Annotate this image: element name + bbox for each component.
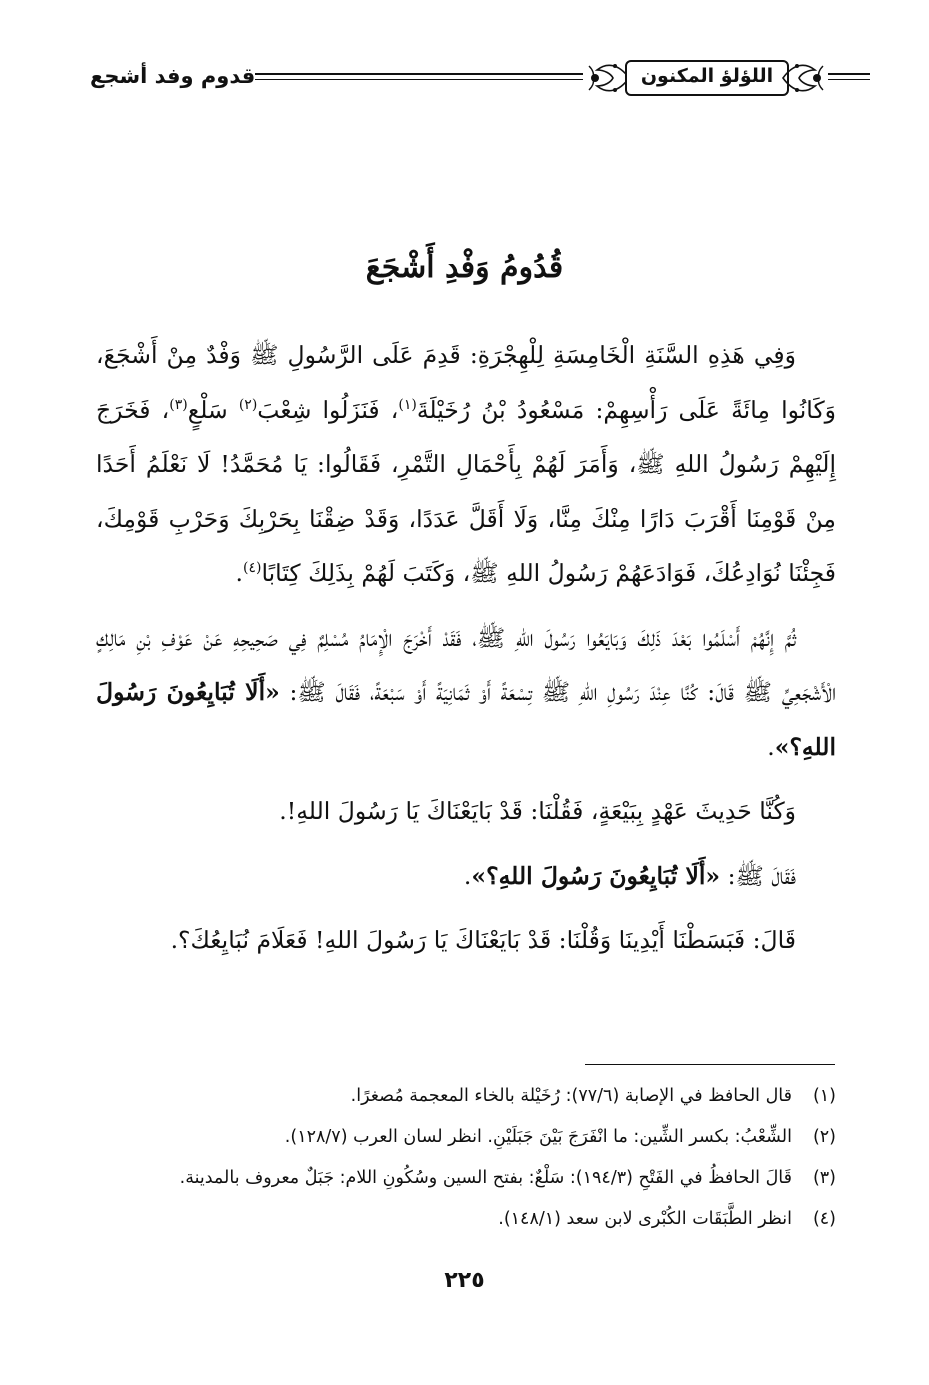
header-chapter-title: قدوم وفد أشجع [90, 64, 256, 88]
footnote-ref-1: (١) [398, 396, 417, 413]
paragraph-2-tail: . [767, 732, 775, 761]
footnote-number: (١) [812, 1086, 836, 1106]
footnote-number: (٢) [812, 1127, 836, 1147]
paragraph-1-text: وَفِي هَذِهِ السَّنَةِ الْخَامِسَةِ لِلْهِجْرَةِ: قَدِمَ عَلَى الرَّسُولِ ﷺ وَفْدٌ مِنْ أَشْجَعَ، وَكَانُوا مِائَةً عَلَى رَأْسِهِمْ: مَسْعُودُ بْنُ رُخَيْلَةَ [96, 341, 836, 424]
paragraph-4-text: فَقَالَ ﷺ: [727, 861, 796, 890]
footnote-text: الشِّعْبُ: بكسر الشِّين: ما انْفَرَجَ بَيْنَ جَبَلَيْنِ. انظر لسان العرب (١٢٨/٧). [284, 1127, 792, 1147]
footnote-number: (٤) [812, 1209, 836, 1229]
footnote-separator [585, 1064, 835, 1065]
footnote-1 [96, 1076, 836, 1117]
body-text [96, 328, 836, 968]
paragraph-1 [96, 328, 836, 601]
paragraph-1-text-4: ، فَخَرَجَ إِلَيْهِمْ رَسُولُ اللهِ ﷺ، وَأَمَرَ لَهُمْ بِأَحْمَالِ التَّمْرِ، فَقَالُوا: يَا مُحَمَّدُ! لَا نَعْلَمُ أَحَدًا مِنْ قَوْمِنَا أَقْرَبَ دَارًا مِنْكَ مِنَّا، وَلَا أَقَلَّ عَدَدًا، وَقَدْ ضِقْنَا بِحَرْبِكَ وَحَرْبِ قَوْمِكَ، فَجِئْنَا نُوَادِعُكَ، فَوَادَعَهُمْ رَسُولُ اللهِ ﷺ، وَكَتَبَ لَهُمْ بِذَلِكَ كِتَابًا [96, 395, 836, 587]
header-rule-left-top [255, 73, 583, 75]
paragraph-2 [96, 611, 836, 775]
header-rule-right-top [828, 73, 870, 75]
paragraph-4 [96, 849, 836, 904]
footnote-3 [96, 1158, 836, 1199]
paragraph-2-quote: «أَلَا تُبَايِعُونَ رَسُولَ اللهِ؟» [96, 678, 836, 761]
paragraph-5 [96, 913, 836, 968]
running-header [60, 52, 870, 108]
paragraph-3-text: وَكُنَّا حَدِيثَ عَهْدٍ بِبَيْعَةٍ، فَقُلْنَا: قَدْ بَايَعْنَاكَ يَا رَسُولَ اللهِ!. [279, 797, 796, 825]
page-number: ٢٢٥ [444, 1268, 485, 1293]
paragraph-1-text-2: ، فَنَزَلُوا شِعْبَ [257, 395, 399, 424]
header-rule-right-bottom [828, 79, 870, 80]
footnote-2 [96, 1117, 836, 1158]
chapter-heading: قُدُومُ وَفْدِ أَشْجَعَ [365, 250, 564, 285]
paragraph-2-text: ثُمَّ إِنَّهُمْ أَسْلَمُوا بَعْدَ ذَلِكَ وَبَايَعُوا رَسُولَ اللهِ ﷺ، فَقَدْ أَخْرَجَ الْإِمَامُ مُسْلِمٌ فِي صَحِيحِهِ عَنْ عَوْفِ بْنِ مَالِكٍ الْأَشْجَعِيِّ ﷺ قَالَ: كُنَّا عِنْدَ رَسُولِ اللهِ ﷺ تِسْعَةً أَوْ ثَمَانِيَةً أَوْ سَبْعَةً، فَقَالَ ﷺ: [96, 623, 836, 706]
paragraph-4-quote: «أَلَا تُبَايِعُونَ رَسُولَ اللهِ؟» [471, 861, 721, 890]
footnote-4 [96, 1199, 836, 1240]
footnote-text: قَالَ الحافظُ في الفَتْحِ (١٩٤/٣): سَلْعٌ: بفتح السين وسُكُونِ اللام: جَبَلٌ معروف بالمدينة. [179, 1168, 792, 1188]
book-title: اللؤلؤ المكنون [640, 65, 774, 87]
footnote-number: (٣) [812, 1168, 836, 1188]
footnote-ref-2: (٢) [238, 396, 258, 413]
footnote-ref-3: (٣) [169, 396, 188, 413]
header-rule-left-bottom [255, 79, 583, 80]
paragraph-3 [96, 784, 836, 839]
paragraph-1-text-5: . [235, 559, 243, 587]
paragraph-5-text: قَالَ: فَبَسَطْنَا أَيْدِينَا وَقُلْنَا: قَدْ بَايَعْنَاكَ يَا رَسُولَ اللهِ! فَعَلَامَ نُبَايِعُكَ؟. [170, 926, 796, 954]
paragraph-4-tail: . [463, 861, 472, 890]
footnote-text: قال الحافظ في الإصابة (٧٧/٦): رُخَيْلة بالخاء المعجمة مُصغرًا. [350, 1086, 792, 1106]
footnotes [96, 1076, 836, 1240]
footnote-ref-4: (٤) [242, 560, 262, 577]
book-title-box [625, 60, 789, 96]
footnote-text: انظر الطَّبَقَات الكُبْرى لابن سعد (١٤٨/١). [498, 1209, 792, 1229]
paragraph-1-text-3: سَلْعٍ [187, 395, 228, 424]
ornament-right-icon [781, 56, 827, 100]
book-title-badge [585, 56, 825, 100]
